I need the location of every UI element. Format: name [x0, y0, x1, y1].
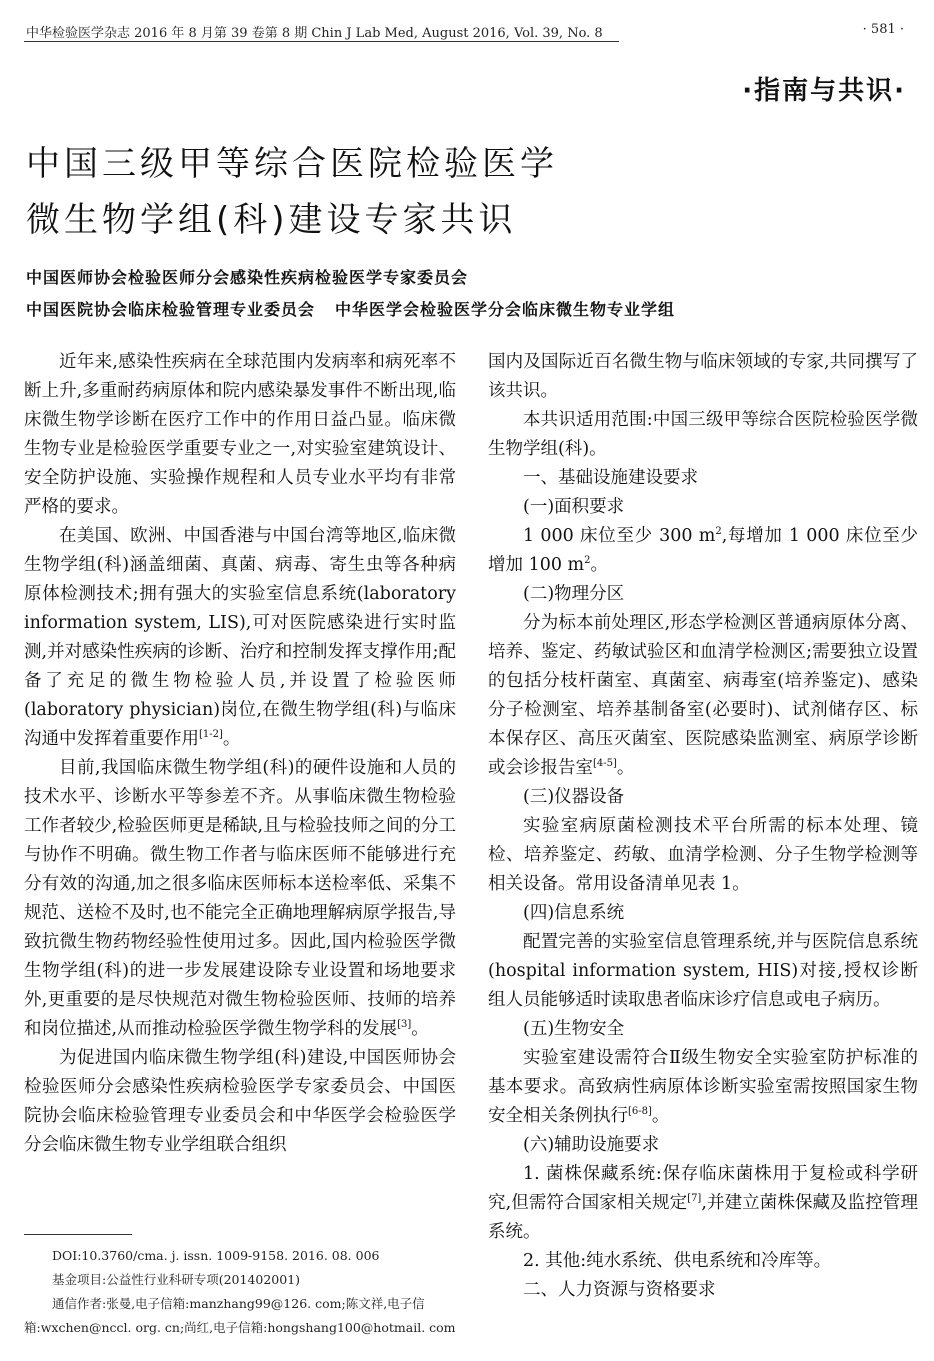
citation-ref[interactable]: [7] [687, 1193, 702, 1205]
header-rule [24, 41, 619, 42]
title-line-2: 微生物学组(科)建设专家共识 [26, 200, 517, 240]
section-heading-1: 一、基础设施建设要求 [523, 468, 698, 488]
corresponding-author-line-2: 箱:wxchen@nccl. org. cn;尚红,电子信箱:hongshang100@hotmail. com [24, 1320, 456, 1335]
section-tag: ·指南与共识· [742, 76, 906, 106]
fund-line: 基金项目:公益性行业科研专项(201402001) [52, 1272, 301, 1287]
author-line-1: 中国医师协会检验医师分会感染性疾病检验医学专家委员会 [26, 268, 469, 287]
aux-paragraph-1: 1. 菌株保藏系统:保存临床菌株用于复检或科学研究,但需符合国家相关规定[7],并建立菌株保藏及监控管理系统。 [488, 1164, 919, 1242]
title-line-1: 中国三级甲等综合医院检验医学 [26, 144, 558, 184]
right-column [488, 348, 918, 1305]
citation-ref[interactable]: [1-2] [199, 729, 223, 741]
intro-paragraph-4: 为促进国内临床微生物学组(科)建设,中国医师协会检验医师分会感染性疾病检验医学专家委员会、中国医院协会临床检验管理专业委员会和中华医学会检验医学分会临床微生物专业学组联合组织 [24, 1048, 456, 1155]
corresponding-author-line-1: 通信作者:张曼,电子信箱:manzhang99@126. com;陈文祥,电子信 [52, 1296, 425, 1311]
biosafety-paragraph: 实验室建设需符合Ⅱ级生物安全实验室防护标准的基本要求。高致病性病原体诊断实验室需按照国家生物安全相关条例执行[6-8]。 [488, 1048, 918, 1126]
intro-paragraph-2: 在美国、欧洲、中国香港与中国台湾等地区,临床微生物学组(科)涵盖细菌、真菌、病毒、寄生虫等各种病原体检测技术;拥有强大的实验室信息系统(laboratory information system, LIS),可对医院感染进行实时监测,并对感染性疾病的诊断、治疗和控制发挥支撑作用;配备了充足的微生物检验人员,并设置了检验医师(laboratory physician)岗位,在微生物学组(科)与临床沟通中发挥着重要作用[1-2]。 [24, 526, 456, 749]
running-header [26, 22, 904, 42]
subheading-area: (一)面积要求 [523, 497, 625, 517]
left-column [24, 348, 456, 1160]
journal-citation: 中华检验医学杂志 2016 年 8 月第 39 卷第 8 期 Chin J Lab Med, August 2016, Vol. 39, No. 8 [26, 26, 603, 41]
aux-paragraph-2: 2. 其他:纯水系统、供电系统和冷库等。 [523, 1251, 832, 1271]
subheading-information-system: (四)信息系统 [523, 903, 625, 923]
article-title [26, 136, 726, 248]
equipment-paragraph: 实验室病原菌检测技术平台所需的标本处理、镜检、培养鉴定、药敏、血清学检测、分子生物学检测等相关设备。常用设备清单见表 1。 [488, 816, 918, 894]
scope-paragraph: 本共识适用范围:中国三级甲等综合医院检验医学微生物学组(科)。 [488, 410, 918, 459]
author-group-2: 中国医院协会临床检验管理专业委员会 [26, 300, 316, 319]
intro-paragraph-3: 目前,我国临床微生物学组(科)的硬件设施和人员的技术水平、诊断水平等参差不齐。从事临床微生物检验工作者较少,检验医师更是稀缺,且与检验技师之间的分工与协作不明确。微生物工作者与临床医师不能够进行充分有效的沟通,加之很多临床医师标本送检率低、采集不规范、送检不及时,也不能完全正确地理解病原学报告,导致抗微生物药物经验性使用过多。因此,国内检验医学微生物学组(科)的进一步发展建设除专业设置和场地要求外,更重要的是尽快规范对微生物检验医师、技师的培养和岗位描述,从而推动检验医学微生物学科的发展[3]。 [24, 758, 456, 1039]
citation-ref[interactable]: [4-5] [593, 758, 617, 770]
page-number: · 581 · [862, 22, 904, 37]
subheading-biosafety: (五)生物安全 [523, 1019, 625, 1039]
author-groups [26, 262, 906, 326]
author-line-2 [26, 294, 906, 326]
subheading-auxiliary: (六)辅助设施要求 [523, 1135, 660, 1155]
subheading-equipment: (三)仪器设备 [523, 787, 625, 807]
body-paragraph-cont: 国内及国际近百名微生物与临床领域的专家,共同撰写了该共识。 [488, 352, 918, 401]
zones-paragraph: 分为标本前处理区,形态学检测区普通病原体分离、培养、鉴定、药敏试验区和血清学检测区;需要独立设置的包括分枝杆菌室、真菌室、病毒室(培养鉴定)、感染分子检测室、培养基制备室(必要时)、试剂储存区、标本保存区、高压灭菌室、医院感染监测室、病原学诊断或会诊报告室[4-5]。 [488, 613, 918, 778]
area-paragraph: 1 000 床位至少 300 $m^2$,每增加 1 000 床位至少增加 100 $m^2$。 [488, 526, 918, 575]
citation-ref[interactable]: [6-8] [628, 1106, 652, 1118]
footnotes [24, 1244, 464, 1340]
his-paragraph: 配置完善的实验室信息管理系统,并与医院信息系统(hospital information system, HIS)对接,授权诊断组人员能够适时读取患者临床诊疗信息或电子病历。 [488, 932, 918, 1010]
footnote-rule [24, 1234, 132, 1235]
citation-ref[interactable]: [3] [397, 1019, 412, 1031]
section-heading-2: 二、人力资源与资格要求 [523, 1280, 716, 1300]
author-group-3: 中华医学会检验医学分会临床微生物专业学组 [335, 300, 676, 319]
doi-line: DOI:10.3760/cma. j. issn. 1009-9158. 2016. 08. 006 [52, 1248, 380, 1263]
subheading-zones: (二)物理分区 [523, 584, 625, 604]
intro-paragraph-1: 近年来,感染性疾病在全球范围内发病率和病死率不断上升,多重耐药病原体和院内感染暴发事件不断出现,临床微生物学诊断在医疗工作中的作用日益凸显。临床微生物专业是检验医学重要专业之一,对实验室建筑设计、安全防护设施、实验操作规程和人员专业水平均有非常严格的要求。 [24, 352, 456, 517]
